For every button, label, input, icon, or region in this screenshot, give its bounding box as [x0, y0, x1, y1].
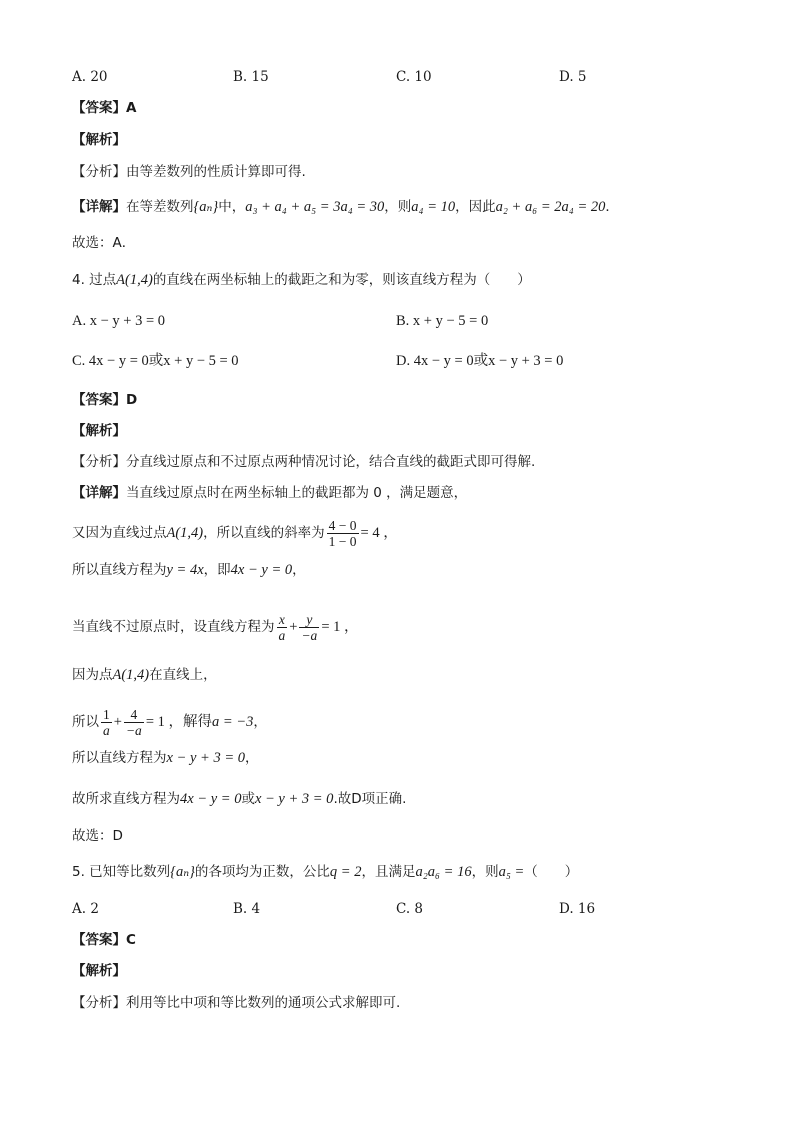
q4-l3-math1: y = 4x: [166, 562, 204, 578]
q4-l6-post: ，: [253, 714, 267, 730]
q4-line-eq2: [72, 748, 258, 768]
q4-l8-math2: x − y + 3 = 0: [254, 791, 334, 807]
q4-l3-pre: 所以直线方程为: [72, 562, 167, 578]
q4-l2-math: A(1,4): [166, 525, 204, 541]
q4-l6-plus: +: [113, 714, 122, 730]
q3-detail-text4: ，因此: [455, 199, 496, 215]
q5-option-c: C. 8: [396, 901, 424, 917]
q5-stem-mid1: 的各项均为正数，公比: [194, 864, 330, 880]
q4-l4-post: = 1 ，: [321, 619, 359, 635]
q4-line-point: [72, 665, 217, 685]
q4-l2-pre: 又因为直线过点: [72, 525, 167, 541]
q3-option-b: B. 15: [233, 69, 269, 85]
q3-detail-math3: a₄ = 10: [411, 199, 456, 215]
q4-line-slope: [72, 518, 398, 549]
q3-option-a: A. 20: [72, 69, 108, 85]
q4-stem: [72, 270, 531, 290]
q4-l5-math: A(1,4): [112, 667, 150, 683]
q5-option-d: D. 16: [559, 901, 596, 917]
q5-option-a: A. 2: [72, 901, 99, 917]
q4-option-c: C. 4x − y = 0或x + y − 5 = 0: [72, 353, 239, 369]
q5-stem-m1: {aₙ}: [170, 864, 195, 880]
q3-fenxi: 【分析】由等差数列的性质计算即可得.: [72, 164, 306, 180]
q4-l4-d2: −a: [301, 628, 318, 643]
q4-l6-d2: −a: [125, 723, 142, 738]
q4-slope-num: 4 − 0: [328, 518, 357, 533]
q4-l6-n2: 4: [130, 707, 138, 722]
q3-detail-math1: {aₙ}: [193, 199, 219, 215]
q3-detail-math4: a₂ + a₆ = 2a₄ = 20: [495, 199, 606, 215]
q5-fenxi: 【分析】利用等比中项和等比数列的通项公式求解即可.: [72, 995, 401, 1011]
q4-choose: 故选：D: [72, 828, 123, 844]
q5-stem-mid3: ，则: [471, 864, 499, 880]
q3-option-c: C. 10: [396, 69, 432, 85]
q5-answer: 【答案】C: [72, 932, 136, 948]
q5-stem-mid2: ，且满足: [361, 864, 416, 880]
q4-detail-text: 当直线过原点时在两坐标轴上的截距都为 0 ，满足题意，: [126, 485, 468, 501]
q4-l7-post: ，: [244, 750, 259, 766]
q4-l8-pre: 故所求直线方程为: [72, 791, 180, 807]
q3-detail-text2: 中，: [218, 199, 246, 215]
q4-l5-pre: 因为点: [72, 667, 113, 683]
q4-l7-math: x − y + 3 = 0: [166, 750, 245, 766]
q4-fenxi: 【分析】分直线过原点和不过原点两种情况讨论，结合直线的截距式即可得解.: [72, 454, 536, 470]
q5-option-b: B. 4: [233, 901, 261, 917]
q4-l4-n1: x: [278, 612, 285, 627]
q4-l6-pre: 所以: [72, 714, 99, 730]
q3-detail-math2: a₃ + a₄ + a₅ = 3a₄ = 30: [245, 199, 385, 215]
q4-stem-pre: 4. 过点: [72, 272, 117, 288]
q4-l4-n2: y: [306, 612, 313, 627]
q4-l6-math: a = −3: [212, 714, 254, 730]
q4-line-eq1: [72, 560, 306, 580]
q4-l6-frac2: [124, 707, 144, 738]
q4-line-conclusion: [72, 789, 406, 809]
q4-l4-frac1: [277, 612, 288, 643]
q3-detail-text3: ，则: [384, 199, 412, 215]
q4-answer: 【答案】D: [72, 392, 138, 408]
q4-l3-math2: 4x − y = 0: [230, 562, 293, 578]
q4-stem-math: A(1,4): [116, 272, 153, 288]
q4-line-intercept: [72, 612, 359, 643]
q4-stem-post: 的直线在两坐标轴上的截距之和为零，则该直线方程为（ ）: [152, 272, 531, 288]
q4-l5-post: 在直线上，: [149, 667, 217, 683]
q5-stem: [72, 862, 578, 882]
q5-stem-pre: 5. 已知等比数列: [72, 864, 171, 880]
q4-slope-den: 1 − 0: [328, 534, 357, 549]
q5-stem-m2: q = 2: [329, 864, 362, 880]
q4-l4-frac2: [299, 612, 319, 643]
q4-detail: [72, 483, 467, 503]
q4-l3-post: ，: [292, 562, 306, 578]
q4-l8-mid: 或: [241, 791, 255, 807]
q5-analysis-heading: 【解析】: [72, 963, 126, 979]
q4-option-d: D. 4x − y = 0或x − y + 3 = 0: [396, 353, 564, 369]
q4-slope-fraction: [327, 518, 359, 549]
q5-stem-m4: a₅ =: [498, 864, 525, 880]
q4-l6-d1: a: [103, 723, 110, 738]
q4-line-solve: [72, 707, 267, 738]
q4-detail-tag: 【详解】: [72, 485, 126, 501]
q4-l2-mid: ，所以直线的斜率为: [203, 525, 325, 541]
q3-detail-text1: 在等差数列: [126, 199, 194, 215]
q3-answer: 【答案】A: [72, 100, 137, 116]
q4-l2-post: = 4 ，: [360, 525, 398, 541]
q4-l7-pre: 所以直线方程为: [72, 750, 167, 766]
q4-l6-n1: 1: [103, 707, 110, 722]
q4-l4-plus: +: [289, 619, 298, 635]
q3-choose: 故选：A．: [72, 235, 136, 251]
q4-l6-mid-eq: = 1 ，解得: [145, 714, 212, 730]
q4-l8-post: .故D项正确.: [333, 791, 407, 807]
q3-detail-text5: ．: [605, 199, 619, 215]
q5-stem-post: （ ）: [524, 864, 579, 880]
q3-analysis-heading: 【解析】: [72, 132, 126, 148]
q5-stem-m3: a₂a₆ = 16: [415, 864, 472, 880]
q3-option-d: D. 5: [559, 69, 587, 85]
q4-analysis-heading: 【解析】: [72, 423, 126, 439]
q4-option-b: B. x + y − 5 = 0: [396, 313, 489, 329]
q4-l4-pre: 当直线不过原点时，设直线方程为: [72, 619, 275, 635]
q4-l4-d1: a: [278, 628, 286, 643]
q4-option-a: A. x − y + 3 = 0: [72, 313, 166, 329]
q4-l8-math1: 4x − y = 0: [180, 791, 242, 807]
q4-l6-frac1: [101, 707, 112, 738]
q3-detail-tag: 【详解】: [72, 199, 126, 215]
q4-l3-mid: ，即: [203, 562, 231, 578]
q3-detail: [72, 197, 619, 217]
